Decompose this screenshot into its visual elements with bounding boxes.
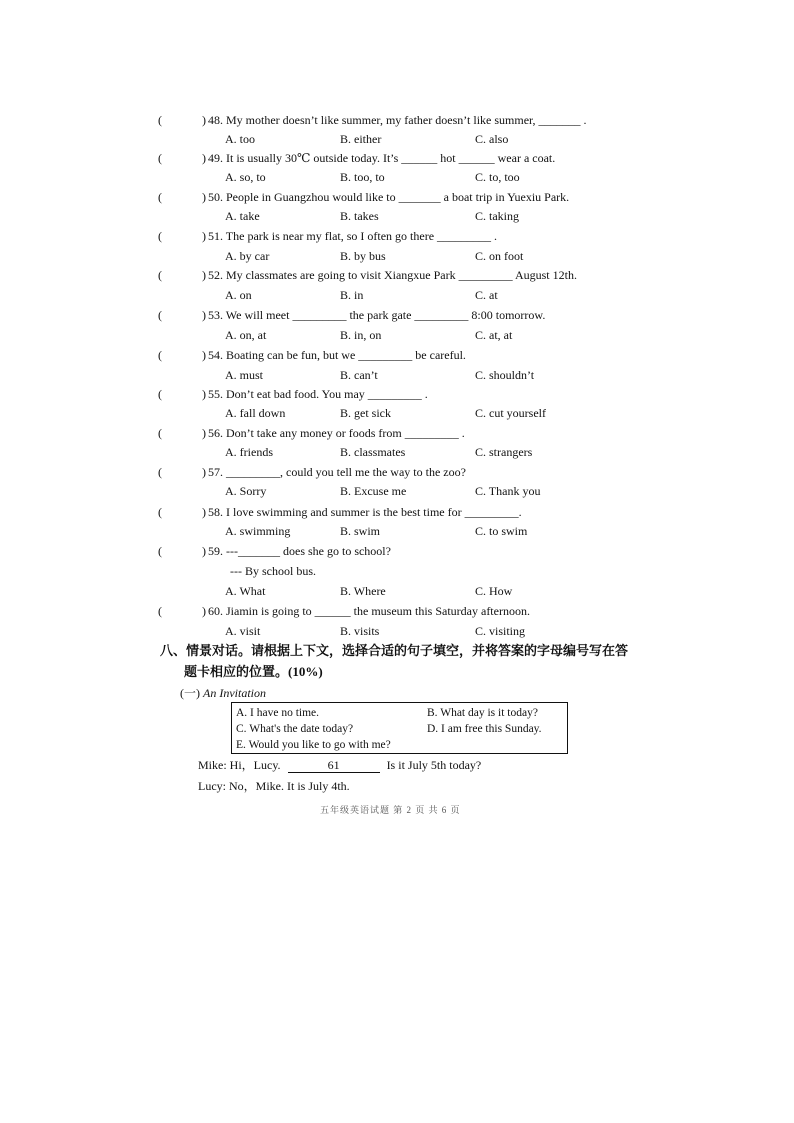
answer-paren-open: ( xyxy=(158,465,162,479)
option-c: C. strangers xyxy=(475,445,533,459)
answer-paren-close: ) xyxy=(202,544,206,558)
dialogue-line-mike xyxy=(198,755,481,775)
question-59-answer-line xyxy=(0,561,794,581)
option-a: A. too xyxy=(225,132,255,146)
option-b: B. in xyxy=(340,288,364,302)
option-a: A. must xyxy=(225,368,264,382)
question-stem: 54. Boating can be fun, but we _________ be careful. xyxy=(208,348,466,362)
option-c: C. taking xyxy=(475,209,519,223)
answer-blank-61: 61 xyxy=(288,758,380,773)
question-50 xyxy=(0,187,794,207)
answer-paren-open: ( xyxy=(158,151,162,165)
question-stem: 58. I love swimming and summer is the best time for _________. xyxy=(208,505,522,519)
options-54 xyxy=(0,365,794,385)
subsection-title xyxy=(180,684,266,702)
option-c: C. shouldn’t xyxy=(475,368,535,382)
options-52 xyxy=(0,285,794,305)
answer-paren-close: ) xyxy=(202,190,206,204)
option-a: A. friends xyxy=(225,445,273,459)
option-c: C. visiting xyxy=(475,624,526,638)
section-8-title-line1: 八、情景对话。请根据上下文，选择合适的句子填空，并将答案的字母编号写在答 xyxy=(160,643,629,658)
option-c: C. also xyxy=(475,132,509,146)
options-49 xyxy=(0,167,794,187)
choice-a: A. I have no time. xyxy=(236,707,320,719)
answer-paren-close: ) xyxy=(202,308,206,322)
answer-paren-open: ( xyxy=(158,604,162,618)
option-b: B. either xyxy=(340,132,382,146)
answer-paren-close: ) xyxy=(202,387,206,401)
answer-paren-open: ( xyxy=(158,268,162,282)
options-50 xyxy=(0,206,794,226)
question-56 xyxy=(0,423,794,443)
question-stem: 50. People in Guangzhou would like to _______ a boat trip in Yuexiu Park. xyxy=(208,190,570,204)
answer-paren-close: ) xyxy=(202,604,206,618)
answer-paren-close: ) xyxy=(202,113,206,127)
answer-paren-close: ) xyxy=(202,505,206,519)
answer-paren-close: ) xyxy=(202,426,206,440)
option-b: B. Excuse me xyxy=(340,484,407,498)
question-51 xyxy=(0,226,794,246)
question-stem: 55. Don’t eat bad food. You may _________ . xyxy=(208,387,428,401)
question-stem: 49. It is usually 30℃ outside today. It’s ______ hot ______ wear a coat. xyxy=(208,151,556,165)
question-57 xyxy=(0,462,794,482)
question-stem: 57. _________, could you tell me the way to the zoo? xyxy=(208,465,466,479)
question-53 xyxy=(0,305,794,325)
option-b: B. get sick xyxy=(340,406,391,420)
option-a: A. by car xyxy=(225,249,270,263)
section-8-title-line2: 题卡相应的位置。(10%) xyxy=(184,664,323,679)
option-a: A. fall down xyxy=(225,406,286,420)
option-c: C. at, at xyxy=(475,328,513,342)
answer-paren-open: ( xyxy=(158,348,162,362)
question-stem: 56. Don’t take any money or foods from _________ . xyxy=(208,426,465,440)
question-stem: 59. ---_______ does she go to school? xyxy=(208,544,391,558)
speaker-name: Lucy: xyxy=(198,779,226,793)
answer-paren-open: ( xyxy=(158,229,162,243)
option-b: B. classmates xyxy=(340,445,406,459)
dialogue-text: Is it July 5th today? xyxy=(386,758,482,772)
option-b: B. in, on xyxy=(340,328,382,342)
choice-b: B. What day is it today? xyxy=(427,707,538,719)
option-c: C. to, too xyxy=(475,170,520,184)
answer-paren-open: ( xyxy=(158,544,162,558)
option-c: C. How xyxy=(475,584,513,598)
answer-paren-open: ( xyxy=(158,190,162,204)
answer-paren-open: ( xyxy=(158,426,162,440)
question-stem: 48. My mother doesn’t like summer, my father doesn’t like summer, _______ . xyxy=(208,113,587,127)
option-c: C. Thank you xyxy=(475,484,541,498)
option-b: B. too, to xyxy=(340,170,385,184)
choice-d: D. I am free this Sunday. xyxy=(427,723,542,735)
sentence-choices-box xyxy=(231,702,568,754)
answer-paren-open: ( xyxy=(158,387,162,401)
question-55 xyxy=(0,384,794,404)
option-c: C. on foot xyxy=(475,249,524,263)
question-59 xyxy=(0,541,794,561)
options-56 xyxy=(0,442,794,462)
option-a: A. so, to xyxy=(225,170,266,184)
dialogue-text: Hi，Lucy. xyxy=(229,758,281,772)
option-b: B. by bus xyxy=(340,249,386,263)
choice-e: E. Would you like to go with me? xyxy=(236,739,391,751)
option-a: A. take xyxy=(225,209,260,223)
answer-paren-close: ) xyxy=(202,151,206,165)
question-stem-reply: --- By school bus. xyxy=(230,564,316,578)
question-stem: 52. My classmates are going to visit Xiangxue Park _________ August 12th. xyxy=(208,268,577,282)
answer-paren-close: ) xyxy=(202,268,206,282)
question-stem: 60. Jiamin is going to ______ the museum this Saturday afternoon. xyxy=(208,604,530,618)
option-a: A. What xyxy=(225,584,266,598)
answer-paren-close: ) xyxy=(202,348,206,362)
options-60 xyxy=(0,621,794,641)
option-b: B. swim xyxy=(340,524,381,538)
options-53 xyxy=(0,325,794,345)
option-b: B. takes xyxy=(340,209,379,223)
option-a: A. Sorry xyxy=(225,484,267,498)
question-60 xyxy=(0,601,794,621)
question-stem: 53. We will meet _________ the park gate _________ 8:00 tomorrow. xyxy=(208,308,546,322)
answer-paren-open: ( xyxy=(158,505,162,519)
question-stem: 51. The park is near my flat, so I often go there _________ . xyxy=(208,229,498,243)
answer-paren-close: ) xyxy=(202,229,206,243)
dialogue-text: No，Mike. It is July 4th. xyxy=(229,779,350,793)
option-c: C. to swim xyxy=(475,524,528,538)
subsection-name: An Invitation xyxy=(203,686,266,700)
option-b: B. visits xyxy=(340,624,380,638)
question-54 xyxy=(0,345,794,365)
question-49 xyxy=(0,148,794,168)
option-c: C. at xyxy=(475,288,498,302)
choice-c: C. What's the date today? xyxy=(236,723,354,735)
option-a: A. swimming xyxy=(225,524,291,538)
options-57 xyxy=(0,481,794,501)
answer-paren-open: ( xyxy=(158,113,162,127)
subsection-number: (一) xyxy=(180,686,200,700)
option-a: A. on, at xyxy=(225,328,267,342)
answer-paren-open: ( xyxy=(158,308,162,322)
dialogue-line-lucy xyxy=(198,776,350,796)
options-51 xyxy=(0,246,794,266)
options-48 xyxy=(0,129,794,149)
options-55 xyxy=(0,403,794,423)
option-b: B. can’t xyxy=(340,368,378,382)
speaker-name: Mike: xyxy=(198,758,227,772)
option-b: B. Where xyxy=(340,584,386,598)
question-48 xyxy=(0,110,794,130)
question-58 xyxy=(0,502,794,522)
question-52 xyxy=(0,265,794,285)
option-a: A. on xyxy=(225,288,252,302)
page-footer: 五年级英语试题 第 2 页 共 6 页 xyxy=(320,805,461,815)
options-58 xyxy=(0,521,794,541)
options-59 xyxy=(0,581,794,601)
option-c: C. cut yourself xyxy=(475,406,546,420)
answer-paren-close: ) xyxy=(202,465,206,479)
option-a: A. visit xyxy=(225,624,261,638)
